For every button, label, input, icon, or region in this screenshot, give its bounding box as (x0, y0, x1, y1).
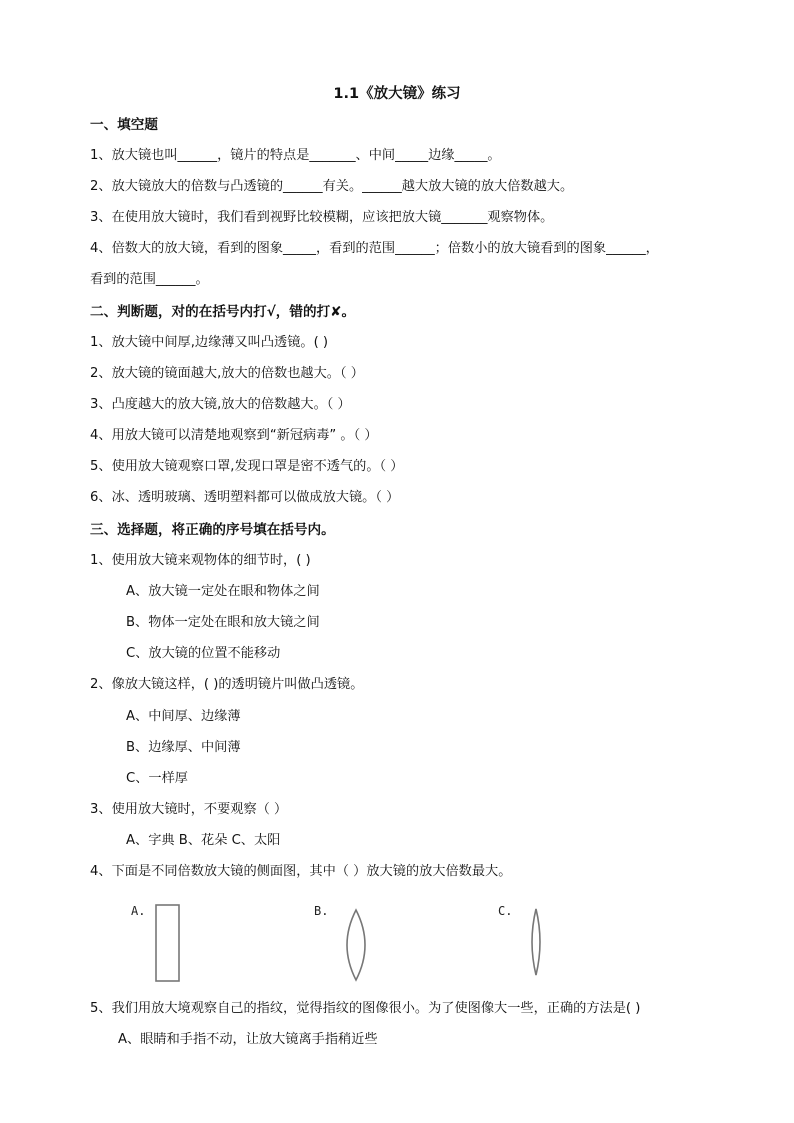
choice-q2-option-c: C、一样厚 (126, 771, 188, 786)
judge-question-6: 6、冰、透明玻璃、透明塑料都可以做成放大镜。（ ） (90, 490, 400, 505)
lens-label-c: C. (498, 904, 513, 918)
section2-heading: 二、判断题，对的在括号内打√，错的打✘。 (90, 304, 356, 320)
choice-q3-options: A、字典 B、花朵 C、太阳 (126, 833, 281, 848)
page-title: 1.1《放大镜》练习 (333, 86, 461, 102)
judge-question-3: 3、凸度越大的放大镜,放大的倍数越大。（ ） (90, 397, 351, 412)
lens-label-a: A. (131, 904, 146, 918)
fill-question-4: 4、倍数大的放大镜，看到的图象_____，看到的范围______；倍数小的放大镜看到的图象______， (90, 241, 659, 256)
lens-b-figure (336, 906, 376, 984)
choice-q2-option-a: A、中间厚、边缘薄 (126, 709, 241, 724)
choice-q1-option-a: A、放大镜一定处在眼和物体之间 (126, 584, 320, 599)
judge-question-1: 1、放大镜中间厚,边缘薄又叫凸透镜。( ) (90, 335, 329, 350)
lens-c-figure (522, 906, 550, 978)
choice-question-1: 1、使用放大镜来观物体的细节时，( ) (90, 553, 311, 568)
section3-heading: 三、选择题，将正确的序号填在括号内。 (90, 522, 335, 538)
choice-q1-option-c: C、放大镜的位置不能移动 (126, 646, 281, 661)
choice-question-2: 2、像放大镜这样，( )的透明镜片叫做凸透镜。 (90, 677, 364, 692)
judge-question-4: 4、用放大镜可以清楚地观察到“新冠病毒” 。（ ） (90, 428, 378, 443)
lens-label-b: B. (314, 904, 329, 918)
choice-question-3: 3、使用放大镜时，不要观察（ ） (90, 802, 288, 817)
choice-q5-option-a: A、眼睛和手指不动，让放大镜离手指稍近些 (118, 1032, 378, 1047)
fill-question-1: 1、放大镜也叫______，镜片的特点是_______、中间_____边缘_____。 (90, 148, 501, 163)
judge-question-5: 5、使用放大镜观察口罩,发现口罩是密不透气的。（ ） (90, 459, 404, 474)
choice-question-4: 4、下面是不同倍数放大镜的侧面图，其中（ ）放大镜的放大倍数最大。 (90, 864, 512, 879)
fill-question-3: 3、在使用放大镜时，我们看到视野比较模糊，应该把放大镜_______观察物体。 (90, 210, 554, 225)
lens-a-figure (150, 900, 186, 986)
choice-question-5: 5、我们用放大境观察自己的指纹，觉得指纹的图像很小。为了使图像大一些，正确的方法是( ) (90, 1001, 641, 1016)
fill-question-4-continued: 看到的范围______。 (90, 272, 209, 287)
judge-question-2: 2、放大镜的镜面越大,放大的倍数也越大。（ ） (90, 366, 364, 381)
section1-heading: 一、填空题 (90, 117, 158, 133)
choice-q2-option-b: B、边缘厚、中间薄 (126, 740, 241, 755)
fill-question-2: 2、放大镜放大的倍数与凸透镜的______有关。______越大放大镜的放大倍数越大。 (90, 179, 574, 194)
choice-q1-option-b: B、物体一定处在眼和放大镜之间 (126, 615, 320, 630)
